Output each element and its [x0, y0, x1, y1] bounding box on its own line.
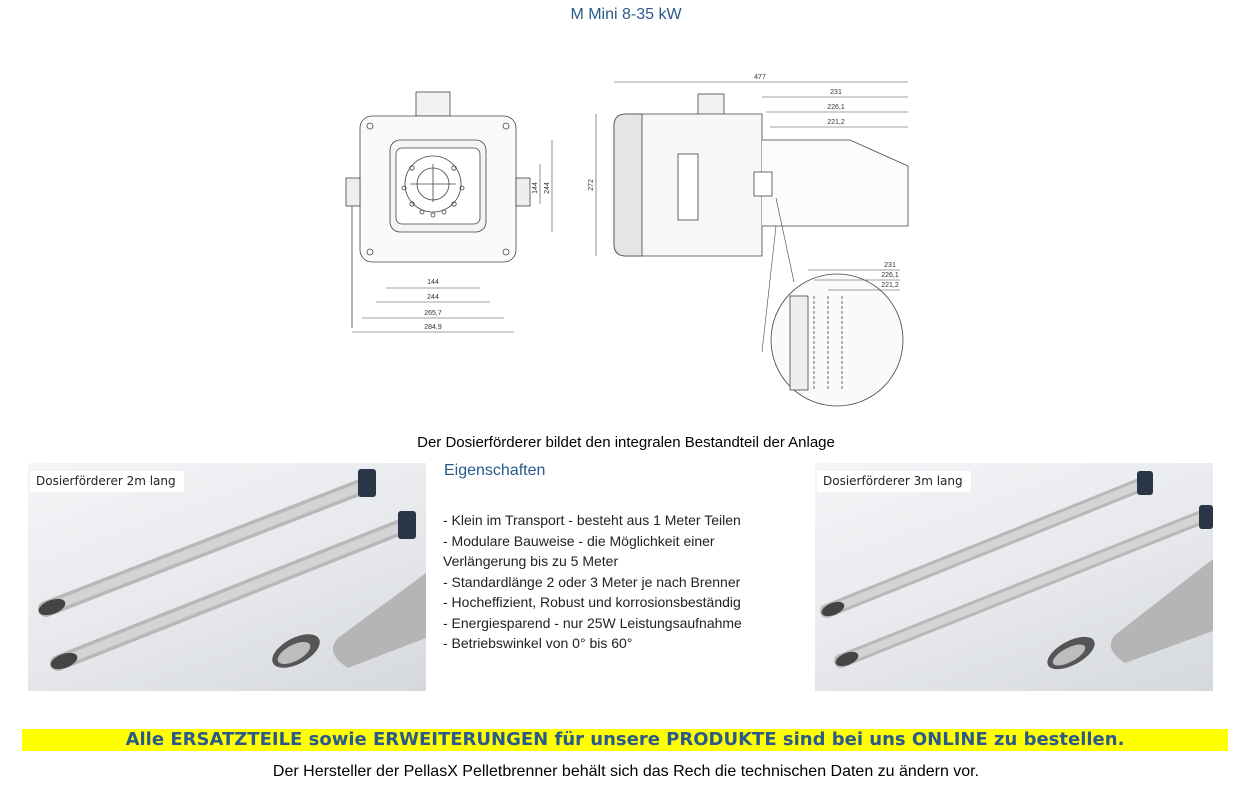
- auger-2m-photo: [28, 463, 426, 691]
- features-list: [443, 510, 803, 654]
- detail-dim-221-2: 221,2: [881, 282, 899, 289]
- dim-272: 272: [588, 179, 595, 191]
- features-title: Eigenschaften: [444, 462, 546, 479]
- feature-item: - Standardlänge 2 oder 3 Meter je nach Brenner: [443, 573, 741, 590]
- front-view: [346, 92, 552, 332]
- dim-265-7: 265,7: [424, 310, 442, 317]
- technical-drawing: [330, 70, 930, 415]
- auger-2m-illustration: [28, 463, 426, 691]
- detail-dim-231: 231: [884, 262, 896, 269]
- dim-226-1: 226,1: [827, 104, 845, 111]
- spare-parts-banner: Alle ERSATZTEILE sowie ERWEITERUNGEN für unsere PRODUKTE sind bei uns ONLINE zu bestellen.: [22, 729, 1228, 751]
- dim-231: 231: [830, 89, 842, 96]
- feature-item: - Modulare Bauweise - die Möglichkeit einer: [443, 532, 715, 549]
- detail-dim-226-1: 226,1: [881, 272, 899, 279]
- side-view: [588, 74, 908, 256]
- feature-item: - Hocheffizient, Robust und korrosionsbeständig: [443, 594, 741, 610]
- dim-284-9: 284,9: [424, 324, 442, 331]
- features-section: [443, 462, 803, 654]
- dim-144-horizontal: 144: [427, 279, 439, 286]
- disclaimer-text: Der Hersteller der PellasX Pelletbrenner behält sich das Rech die technischen Daten zu ändern vor.: [272, 763, 980, 780]
- feature-item: - Betriebswinkel von 0° bis 60°: [443, 635, 633, 651]
- feature-item: - Klein im Transport - besteht aus 1 Meter Teilen: [443, 512, 741, 528]
- feature-item: Verlängerung bis zu 5 Meter: [443, 553, 619, 569]
- dim-244-vertical: 244: [544, 182, 551, 194]
- dim-221-2: 221,2: [827, 119, 845, 126]
- detail-view: [762, 198, 903, 406]
- auger-3m-photo: [815, 463, 1213, 691]
- auger-2m-label: Dosierförderer 2m lang: [30, 471, 184, 492]
- feature-item: - Energiesparend - nur 25W Leistungsaufnahme: [443, 614, 742, 631]
- page-title: M Mini 8-35 kW: [570, 6, 682, 23]
- dim-144-vertical: 144: [532, 182, 539, 194]
- auger-3m-illustration: [815, 463, 1213, 691]
- section-caption: Der Dosierförderer bildet den integralen Bestandteil der Anlage: [417, 434, 835, 451]
- auger-3m-label: Dosierförderer 3m lang: [817, 471, 971, 492]
- dim-244-horizontal: 244: [427, 294, 439, 301]
- dim-477: 477: [754, 74, 766, 81]
